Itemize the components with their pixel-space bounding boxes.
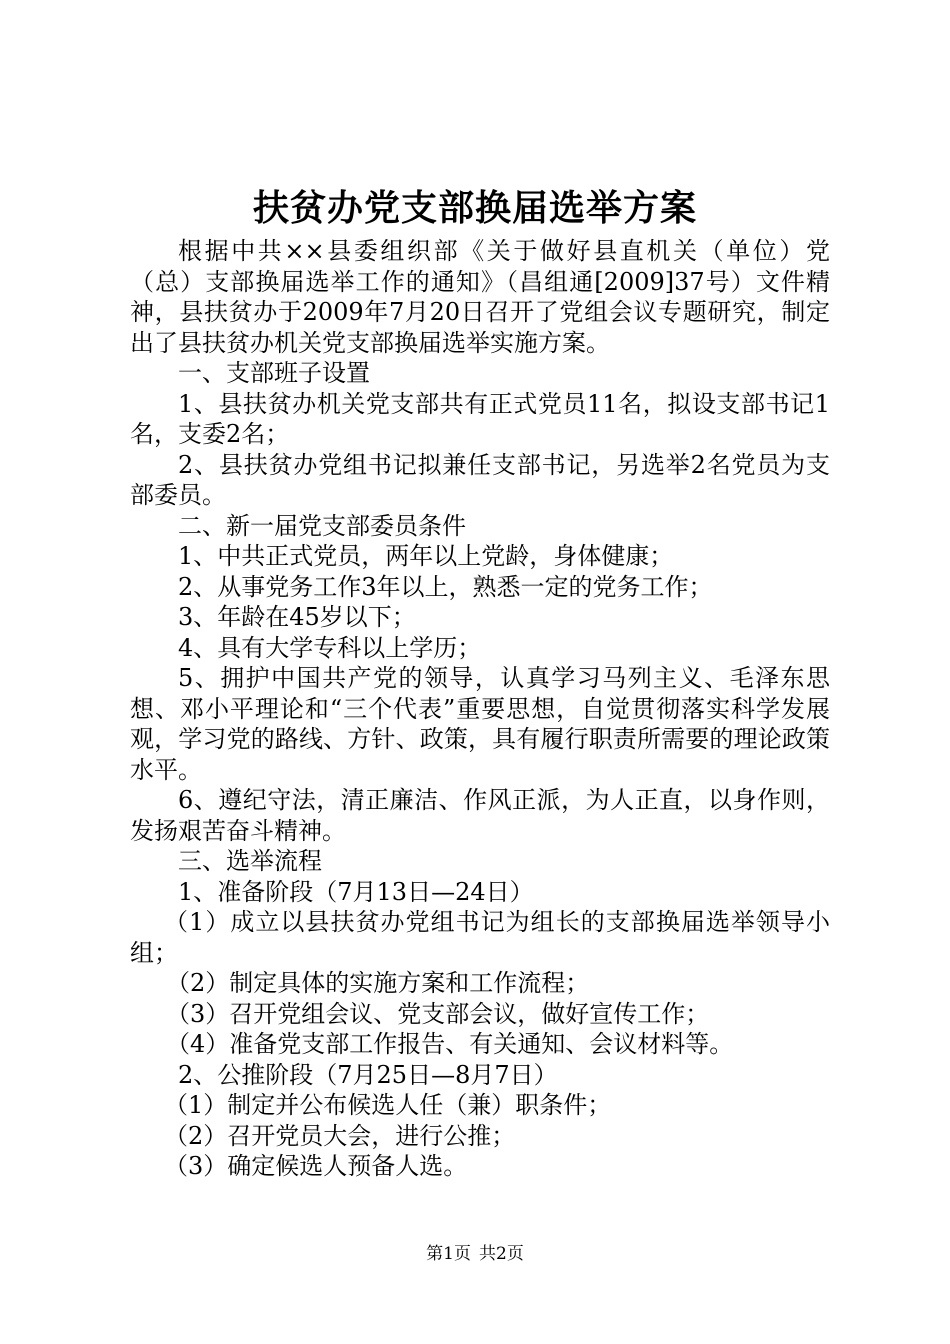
paragraph: 1、县扶贫办机关党支部共有正式党员11名，拟设支部书记1名，支委2名； — [130, 389, 830, 448]
paragraph: （2）召开党员大会，进行公推； — [164, 1121, 516, 1150]
paragraph: 1、中共正式党员，两年以上党龄，身体健康； — [178, 542, 674, 570]
paragraph: 6、遵纪守法，清正廉洁、作风正派，为人正直，以身作则，发扬艰苦奋斗精神。 — [130, 786, 830, 845]
paragraph: （3）确定候选人预备人选。 — [164, 1152, 468, 1180]
page-number-current: 第1页 — [426, 1244, 471, 1264]
paragraph: （2）制定具体的实施方案和工作流程； — [166, 969, 590, 997]
paragraph: 4、具有大学专科以上学历； — [178, 633, 482, 662]
paragraph: 2、县扶贫办党组书记拟兼任支部书记，另选举2名党员为支部委员。 — [130, 450, 830, 509]
paragraph: 2、从事党务工作3年以上，熟悉一定的党务工作； — [178, 572, 713, 601]
paragraph: 二、新一届党支部委员条件 — [178, 511, 466, 540]
paragraph: 3、年龄在45岁以下； — [178, 603, 416, 631]
paragraph: 一、支部班子设置 — [178, 359, 370, 387]
paragraph: （4）准备党支部工作报告、有关通知、会议材料等。 — [166, 1030, 734, 1058]
paragraph: 三、选举流程 — [178, 847, 322, 875]
paragraph: 根据中共××县委组织部《关于做好县直机关（单位）党（总）支部换届选举工作的通知》（昌组通[2009]37号）文件精神，县扶贫办于2009年7月20日召开了党组会议专题研究，制定出了县扶贫办机关党支部换届选举实施方案。 — [130, 237, 830, 357]
paragraph: （1）制定并公布候选人任（兼）职条件； — [164, 1091, 612, 1119]
document-title: 扶贫办党支部换届选举方案 — [252, 187, 697, 229]
document-body — [130, 236, 830, 1182]
paragraph: 2、公推阶段（7月25日—8月7日） — [178, 1060, 558, 1089]
page-number-total: 共2页 — [479, 1244, 524, 1264]
paragraph: （3）召开党组会议、党支部会议，做好宣传工作； — [166, 999, 710, 1028]
paragraph: 5、拥护中国共产党的领导，认真学习马列主义、毛泽东思想、邓小平理论和“三个代表”重要思想，自觉贯彻落实科学发展观，学习党的路线、方针、政策，具有履行职责所需要的理论政策水平。 — [130, 664, 830, 784]
paragraph: 1、准备阶段（7月13日—24日） — [178, 877, 534, 906]
page-footer — [0, 1243, 950, 1265]
paragraph: （1）成立以县扶贫办党组书记为组长的支部换届选举领导小组； — [130, 908, 830, 967]
